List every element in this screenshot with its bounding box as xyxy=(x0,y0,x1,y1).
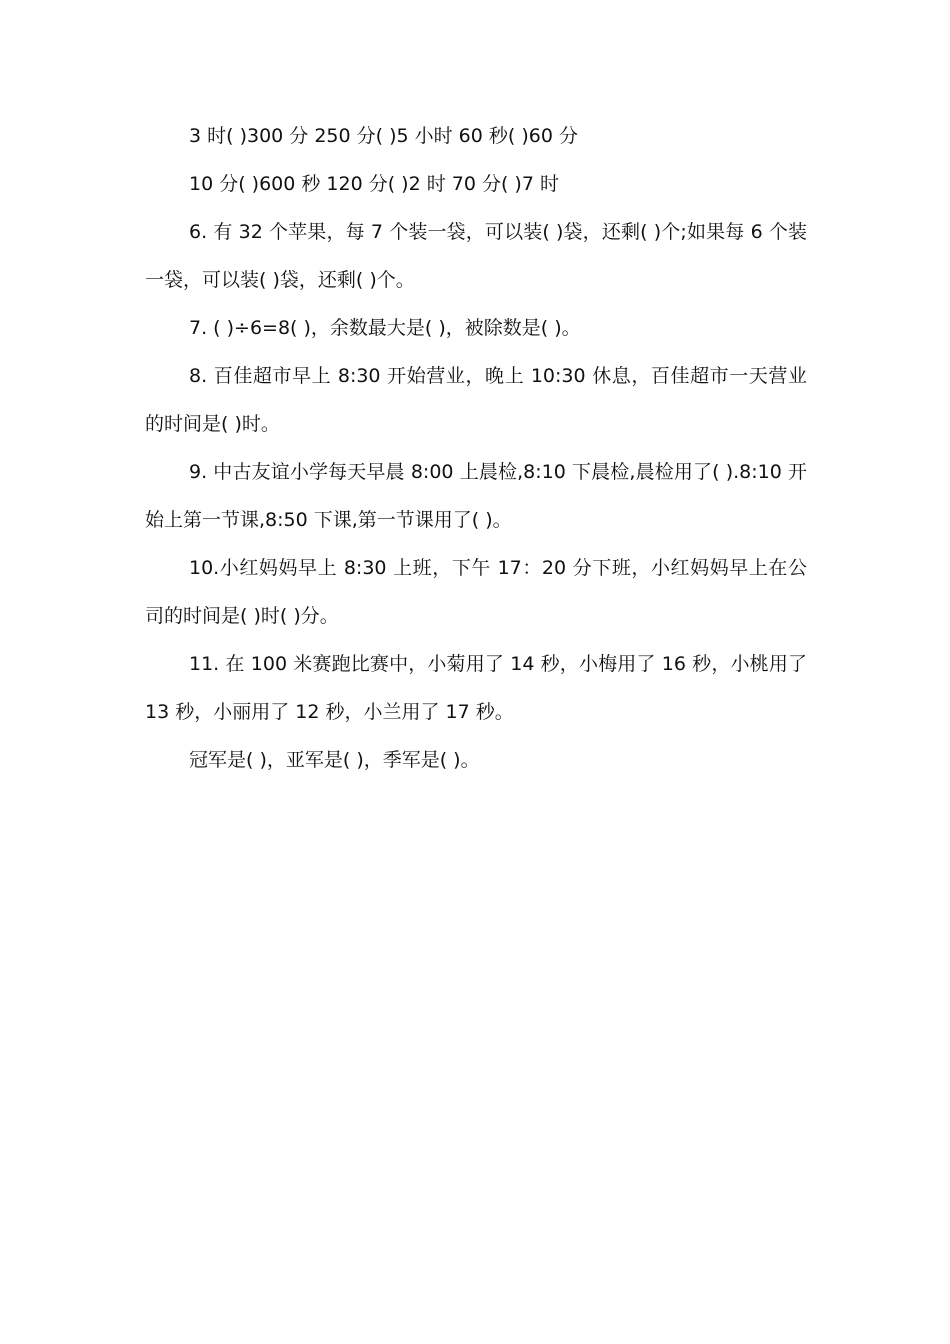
question-8: 8. 百佳超市早上 8:30 开始营业，晚上 10:30 休息，百佳超市一天营业的时间是( )时。 xyxy=(145,365,807,435)
question-10: 10.小红妈妈早上 8:30 上班，下午 17：20 分下班，小红妈妈早上在公司的时间是( )时( )分。 xyxy=(145,557,807,627)
paragraph-time-compare-2: 10 分( )600 秒 120 分( )2 时 70 分( )7 时 xyxy=(189,173,559,195)
question-11-answer-line: 冠军是( )，亚军是( )，季军是( )。 xyxy=(189,749,480,771)
document-body xyxy=(145,112,807,784)
question-6: 6. 有 32 个苹果，每 7 个装一袋，可以装( )袋，还剩( )个;如果每 6 个装一袋，可以装( )袋，还剩( )个。 xyxy=(145,221,807,291)
paragraph-time-compare-1: 3 时( )300 分 250 分( )5 小时 60 秒( )60 分 xyxy=(189,125,578,147)
question-7: 7. ( )÷6=8( )，余数最大是( )，被除数是( )。 xyxy=(189,317,581,339)
question-9: 9. 中古友谊小学每天早晨 8:00 上晨检,8:10 下晨检,晨检用了( ).8:10 开始上第一节课,8:50 下课,第一节课用了( )。 xyxy=(145,461,807,531)
question-11: 11. 在 100 米赛跑比赛中，小菊用了 14 秒，小梅用了 16 秒，小桃用了 13 秒，小丽用了 12 秒，小兰用了 17 秒。 xyxy=(145,653,807,723)
